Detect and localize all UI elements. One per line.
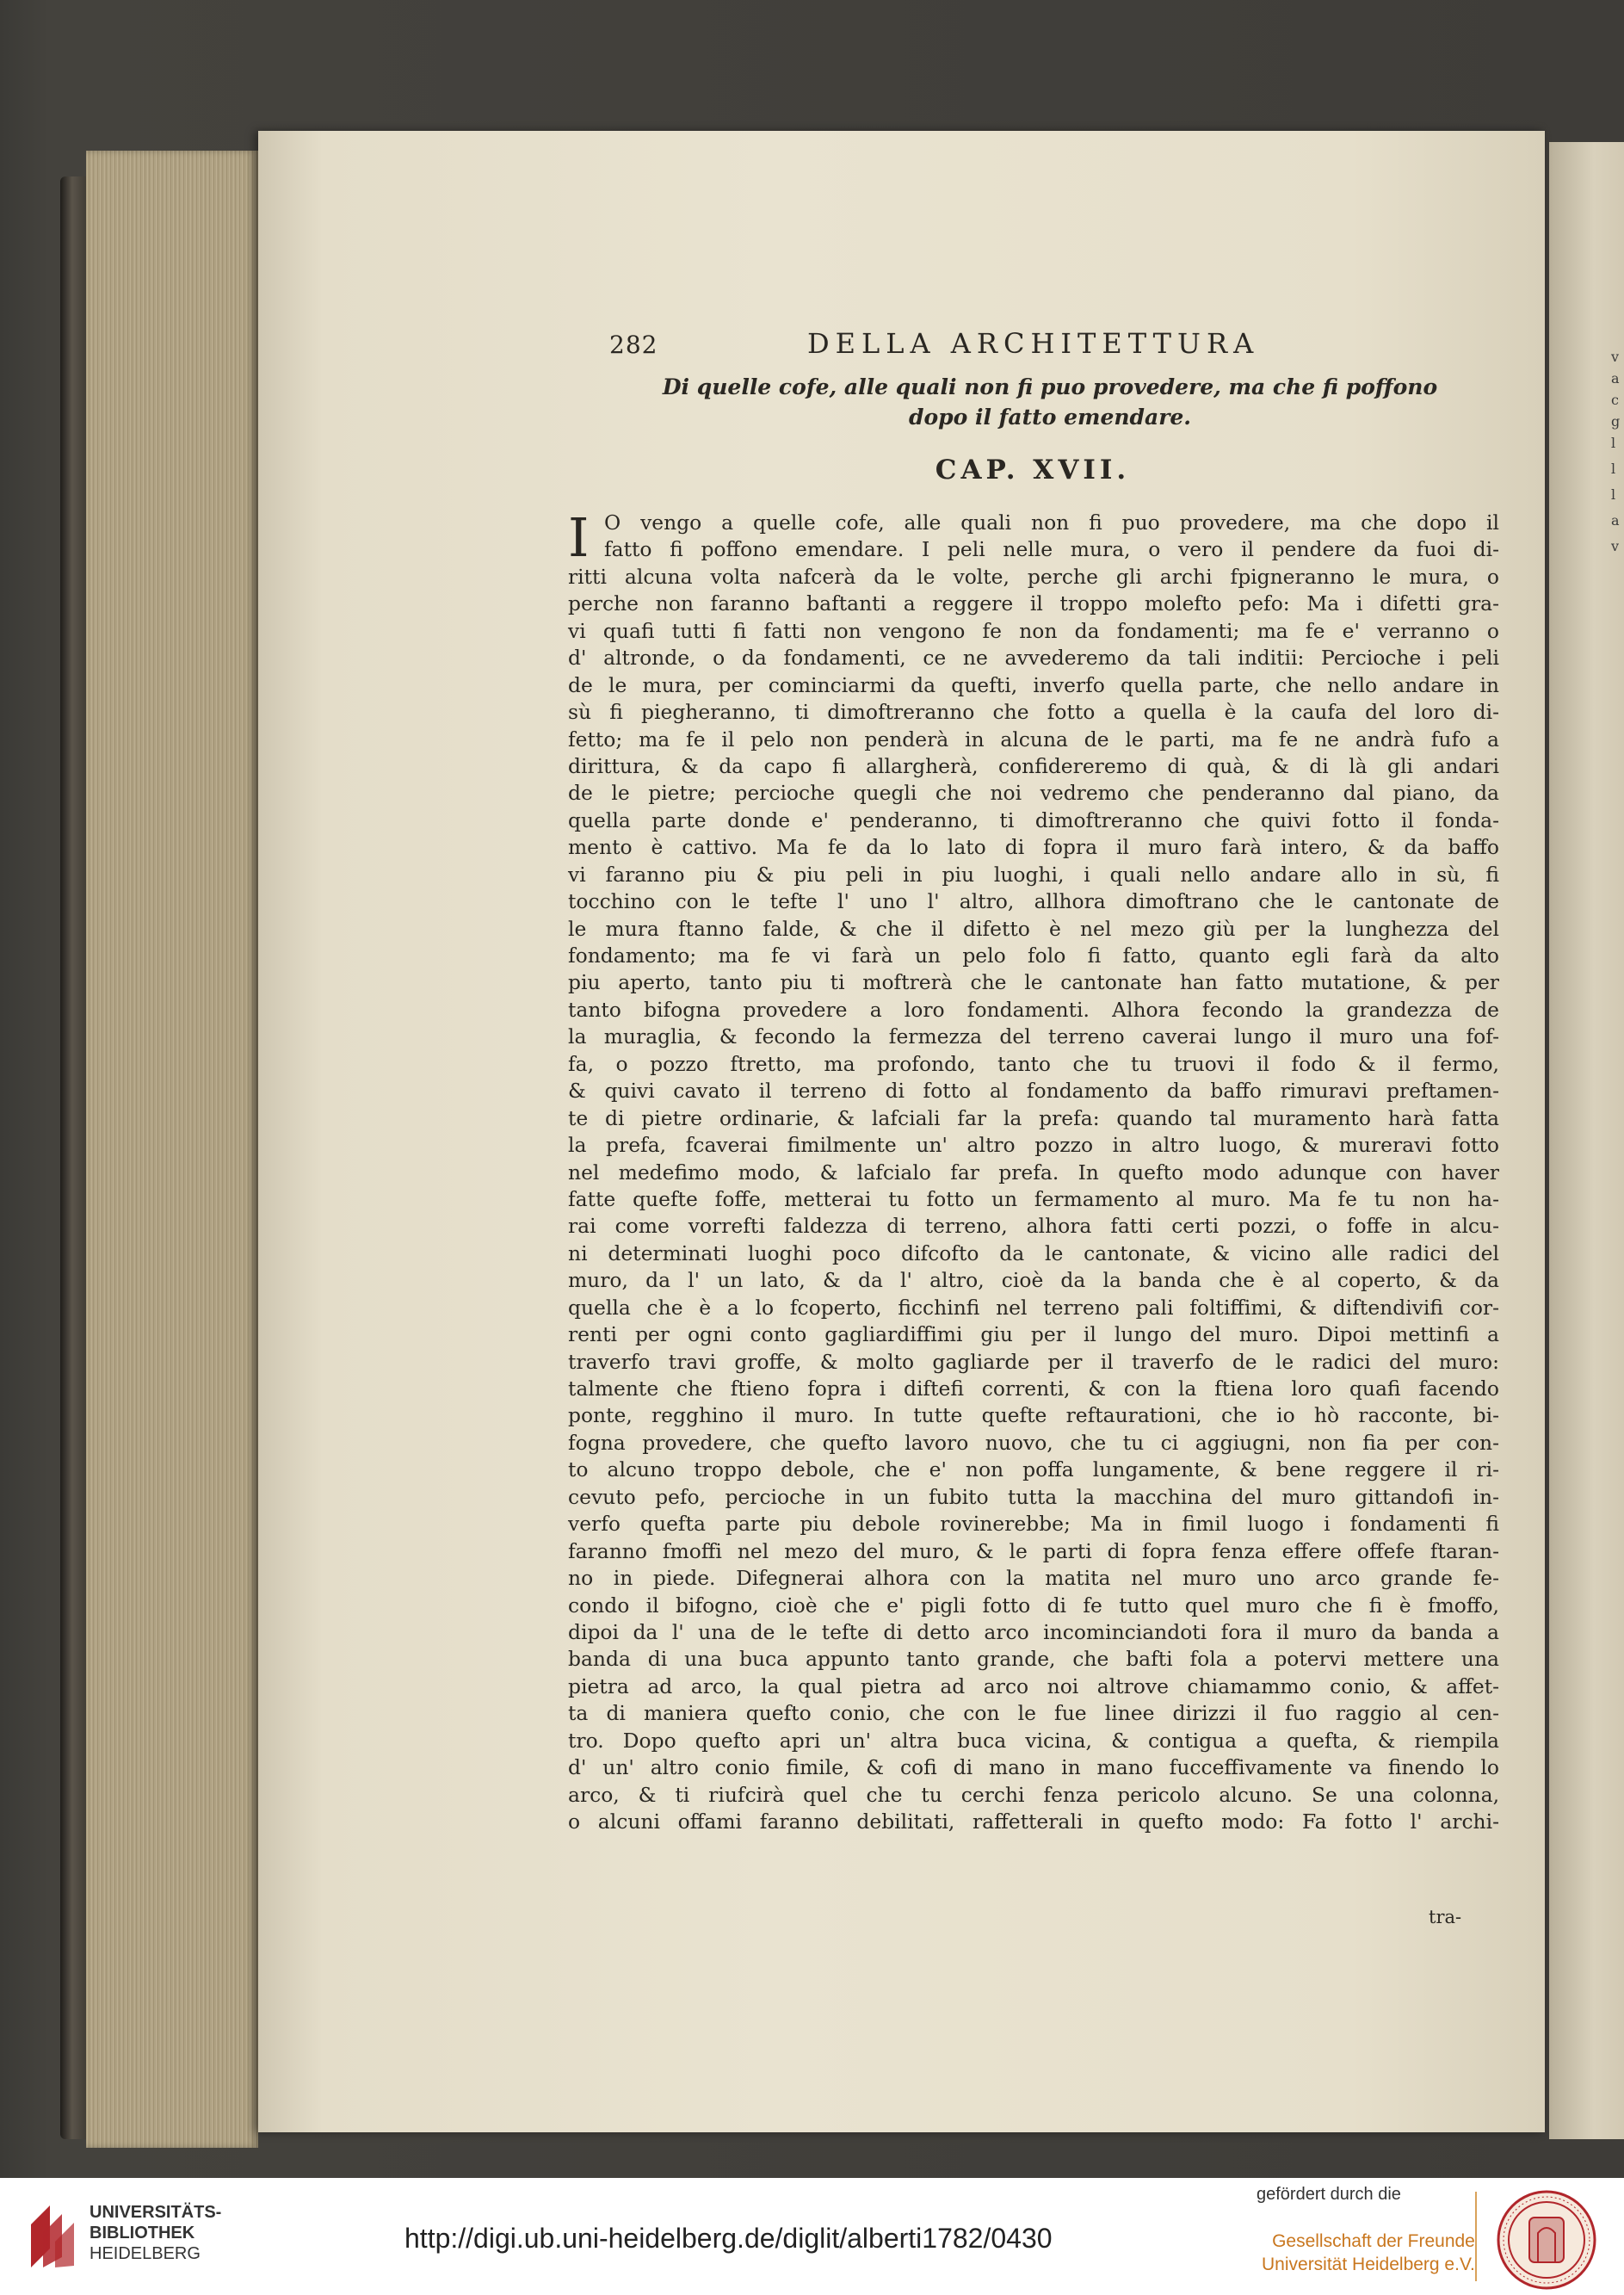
university-seal-icon [1495,2188,1598,2292]
body-text [568,506,1499,1835]
text-line: talmente che ftieno fopra i diftefi correnti, & con la ftiena loro quafi facendo [568,1376,1499,1401]
text-line: piu aperto, tanto piu ti moftrerà che le cantonate han fatto mutatione, & per [568,970,1499,995]
text-line: vi quafi tutti fi fatti non vengono fe non da fondamenti; ma fe e' verranno o [568,618,1499,643]
text-line: d' un' altro conio fimile, & cofi di mano in mano fucceffivamente va finendo lo [568,1755,1499,1780]
text-line: pietra ad arco, la qual pietra ad arco noi altrove chiamammo conio, & affet- [568,1673,1499,1698]
facing-page-edge [1549,142,1624,2139]
facing-page-fragment: l [1611,461,1616,477]
facing-page-fragment: c [1611,392,1619,408]
text-line: mento è cattivo. Ma fe da lo lato di fopra il muro farà intero, & da baffo [568,835,1499,860]
text-line: traverfo travi groffe, & molto gagliarde per il traverfo de le radici del muro: [568,1349,1499,1374]
text-line: te di pietre ordinarie, & lafciali far la prefa: quando tal muramento harà fatta [568,1105,1499,1130]
text-line: nel medefimo modo, & lafcialo far prefa. In quefto modo adunque con haver [568,1160,1499,1185]
text-line: quella che è a lo fcoperto, ficchinfi nel terreno pali foltiffimi, & diftendivifi cor- [568,1295,1499,1320]
text-line: dirittura, & da capo fi allargherà, confidereremo di quà, & di là gli andari [568,753,1499,778]
text-line: de le mura, per cominciarmi da quefti, inverfo quella parte, che nello andare in [568,672,1499,697]
page-edges [86,151,258,2148]
text-line: muro, da l' un lato, & da l' altro, cioè da la banda che è al coperto, & da [568,1268,1499,1293]
library-name-line: HEIDELBERG [90,2244,201,2263]
text-line: fogna provedere, che quefto lavoro nuovo, che tu ci aggiugni, non fia per con- [568,1430,1499,1455]
footer-divider [1475,2192,1477,2281]
ub-heidelberg-logo-icon [24,2199,77,2269]
text-line: ponte, regghino il muro. In tutte quefte reftaurationi, che io hò racconte, bi- [568,1403,1499,1428]
facing-page-fragment: g [1611,413,1621,430]
text-line: fondamento; ma fe vi farà un pelo folo fi fatto, quanto egli farà da alto [568,943,1499,968]
facing-page-fragment: l [1611,486,1616,503]
text-line: la prefa, fcaverai fimilmente un' altro pozzo in altro luogo, & mureravi fotto [568,1133,1499,1158]
drop-initial: I [568,506,590,569]
text-line: le mura ftanno falde, & che il difetto è nel mezo giù per la lunghezza del [568,916,1499,941]
text-line: to alcuno troppo debole, che e' non poffa lungamente, & bene reggere il ri- [568,1457,1499,1482]
text-line: faranno fmoffi nel mezo del muro, & le parti di fopra fenza effere offefe ftaran- [568,1538,1499,1563]
facing-page-fragment: v [1611,538,1620,554]
facing-page-fragment: a [1611,512,1620,529]
text-line: tocchino con le tefte l' uno l' altro, allhora dimoftrano che le cantonate de [568,889,1499,914]
footer-bar [0,2178,1624,2295]
library-name-line: UNIVERSITÄTS- [90,2203,222,2222]
text-line: o alcuni offami faranno debilitati, raffetterali in quefto modo: Fa fotto l' archi- [568,1809,1499,1834]
library-name-line: BIBLIOTHEK [90,2224,195,2242]
text-line: dipoi da l' una de le tefte di detto arco incominciandoti fora il muro da banda a [568,1619,1499,1644]
text-line: fatto fi poffono emendare. I peli nelle mura, o vero il pendere da fuoi di- [604,537,1499,562]
library-name [90,2202,221,2264]
text-line: fa, o pozzo ftretto, ma profondo, tanto che tu truovi il fodo & il fermo, [568,1051,1499,1076]
page-number: 282 [609,331,658,359]
facing-page-fragment: a [1611,370,1620,387]
text-line: rai come vorrefti faldezza di terreno, alhora fatti certi pozzi, o foffe in alcu- [568,1214,1499,1239]
text-line: condo il bifogno, cioè che e' pigli fotto di fe tutto quel muro che fi è fmoffo, [568,1593,1499,1618]
chapter-heading: CAP. XVII. [935,455,1131,486]
running-head [609,327,1272,368]
text-line: tro. Dopo quefto apri un' altra buca vicina, & contigua a quefta, & riempila [568,1728,1499,1753]
facing-page-fragment: l [1611,435,1616,451]
running-title: DELLA ARCHITETTURA [807,327,1260,360]
sponsor-name-line: Gesellschaft der Freunde [1272,2231,1475,2251]
text-line: la muraglia, & fecondo la fermezza del terreno caverai lungo il muro una fof- [568,1024,1499,1049]
facing-page-fragment: v [1611,349,1620,365]
text-line: verfo quefta parte piu debole rovinerebbe; Ma in fimil luogo i fondamenti fi [568,1512,1499,1537]
text-line: vi faranno piu & piu peli in piu luoghi, i quali nello andare allo in sù, fi [568,862,1499,887]
text-line: perche non faranno baftanti a reggere il troppo molefto pefo: Ma i difetti gra- [568,591,1499,616]
text-line: ritti alcuna volta nafcerà da le volte, perche gli archi fpigneranno le mura, o [568,564,1499,589]
text-line: fatte quefte foffe, metterai tu fotto un fermamento al muro. Ma fe tu non ha- [568,1186,1499,1211]
text-line: renti per ogni conto gagliardiffimi giu per il lungo del muro. Dipoi mettinfi a [568,1322,1499,1347]
text-line: banda di una buca appunto tanto grande, che bafti fola a potervi mettere una [568,1647,1499,1672]
text-line: arco, & ti riufcirà quel che tu cerchi fenza pericolo alcuno. Se una colonna, [568,1782,1499,1807]
text-line: quella parte donde e' penderanno, ti dimoftreranno che quivi fotto il fonda- [568,807,1499,832]
text-line: & quivi cavato il terreno di fotto al fondamento da baffo rimuravi preftamen- [568,1079,1499,1104]
section-title [654,372,1446,432]
text-line: no in piede. Difegnerai alhora con la matita nel muro uno arco grande fe- [568,1566,1499,1591]
sponsor-name-line: Universität Heidelberg e.V. [1262,2255,1475,2274]
text-line: ni determinati luoghi poco difcofto da le cantonate, & vicino alle radici del [568,1240,1499,1265]
sponsor-name [1262,2230,1475,2276]
text-line: fetto; ma fe il pelo non penderà in alcuna de le parti, ma fe ne andrà fufo a [568,727,1499,752]
section-title-line: Di quelle cofe, alle quali non fi puo provedere, ma che fi poffono [662,374,1438,399]
text-line: ta di maniera quefto conio, che con le fue linee dirizzi il fuo raggio al cen- [568,1701,1499,1726]
text-line: tanto bifogna provedere a loro fondamenti. Alhora fecondo la grandezza de [568,997,1499,1022]
catchword: tra- [1429,1907,1462,1927]
text-line: O vengo a quelle cofe, alle quali non fi puo provedere, ma che dopo il [604,510,1499,535]
section-title-line: dopo il fatto emendare. [908,405,1192,430]
text-line: sù fi piegheranno, ti dimoftreranno che fotto a quella è la caufa del loro di- [568,700,1499,725]
text-line: de le pietre; percioche quegli che noi vedremo che penderanno dal piano, da [568,781,1499,806]
sponsor-label: gefördert durch die [1257,2185,1401,2204]
permalink-url[interactable]: http://digi.ub.uni-heidelberg.de/diglit/alberti1782/0430 [404,2223,1053,2254]
text-line: cevuto pefo, percioche in un fubito tutta la macchina del muro gittandofi in- [568,1484,1499,1509]
text-line: d' altronde, o da fondamenti, ce ne avvederemo da tali inditii: Percioche i peli [568,646,1499,671]
